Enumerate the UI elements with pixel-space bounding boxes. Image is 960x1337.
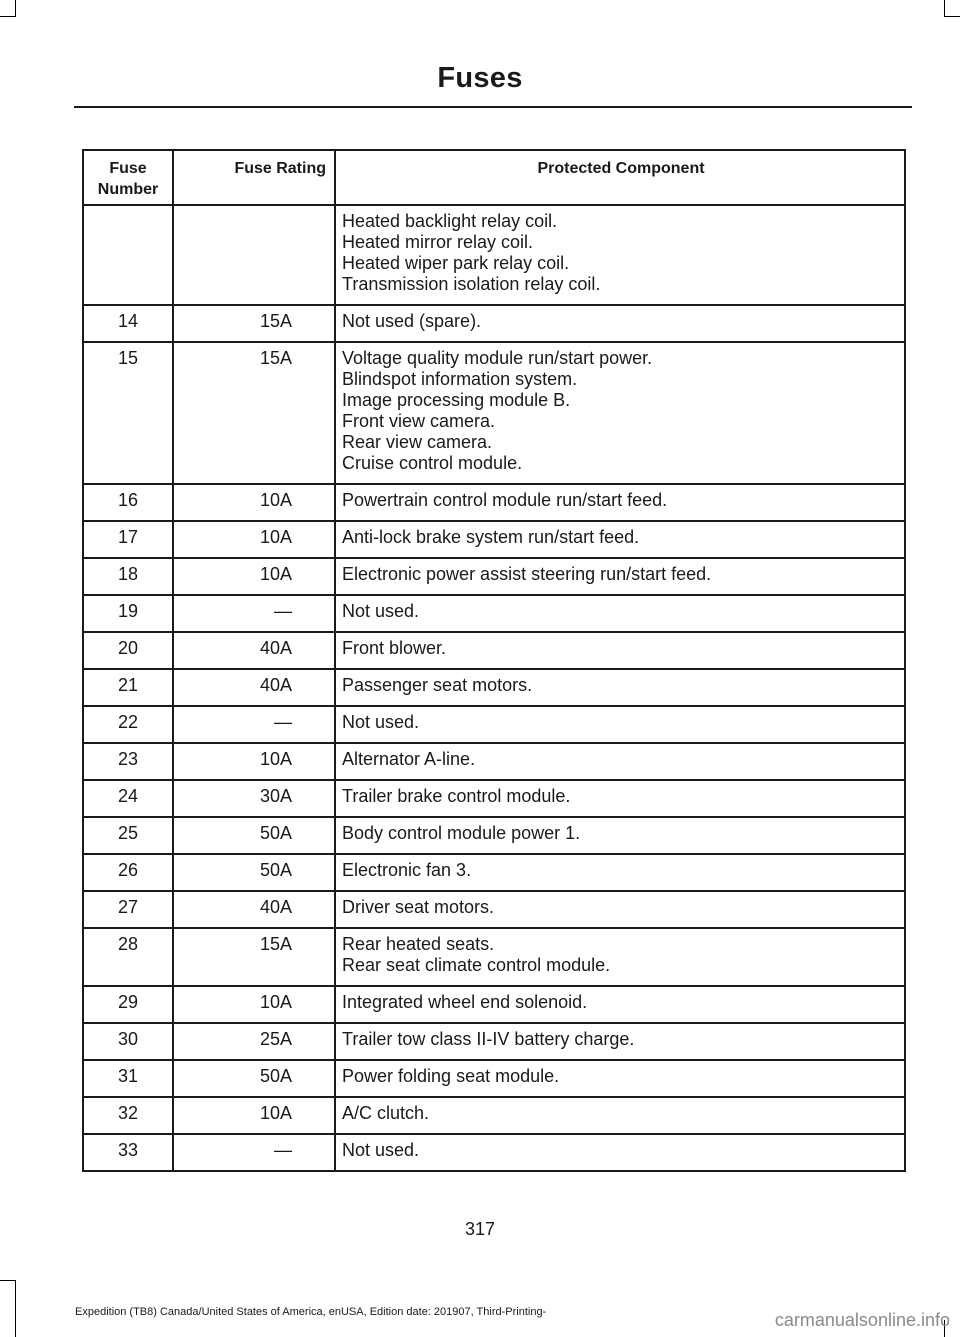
component-line: Anti-lock brake system run/start feed. [342,527,640,547]
component-line: Trailer brake control module. [342,786,571,806]
fuse-number-cell: 30 [83,1023,173,1060]
crop-mark-top-left-horizontal [0,16,16,17]
table-row [83,928,905,986]
table-row [83,780,905,817]
component-line: Front view camera. [342,411,496,431]
fuse-number-cell [83,205,173,305]
component-line: Heated backlight relay coil. [342,211,558,231]
table-header-row [83,150,905,205]
fuse-number-cell: 14 [83,305,173,342]
fuse-rating-cell: 30A [173,780,335,817]
fuse-rating-cell: 40A [173,632,335,669]
fuse-rating-cell [173,205,335,305]
fuse-number-cell: 26 [83,854,173,891]
fuse-rating-cell: — [173,706,335,743]
table-row [83,595,905,632]
fuse-rating-cell: 10A [173,484,335,521]
protected-component-cell [335,706,905,743]
table-row [83,1097,905,1134]
component-line: Integrated wheel end solenoid. [342,992,588,1012]
crop-mark-bottom-left-horizontal [0,1280,16,1281]
crop-mark-bottom-left-vertical [15,1280,16,1337]
fuse-number-cell: 20 [83,632,173,669]
protected-component-cell [335,928,905,986]
component-line: Electronic fan 3. [342,860,472,880]
component-line: Voltage quality module run/start power. [342,348,653,368]
component-line: Rear view camera. [342,432,493,452]
component-line: Front blower. [342,638,447,658]
fuse-number-cell: 21 [83,669,173,706]
fuse-rating-cell: — [173,1134,335,1171]
protected-component-cell [335,595,905,632]
component-line: Rear seat climate control module. [342,955,611,975]
fuse-rating-cell: 40A [173,669,335,706]
component-line: Passenger seat motors. [342,675,533,695]
protected-component-cell [335,1134,905,1171]
table-row [83,891,905,928]
fuse-number-cell: 22 [83,706,173,743]
fuse-rating-cell: 15A [173,928,335,986]
table-row [83,558,905,595]
table-row [83,854,905,891]
fuse-rating-cell: 15A [173,342,335,484]
fuse-rating-cell: 10A [173,743,335,780]
crop-mark-top-right-horizontal [944,16,960,17]
fuse-number-cell: 19 [83,595,173,632]
protected-component-cell [335,780,905,817]
fuse-rating-cell: 50A [173,1060,335,1097]
component-line: Heated mirror relay coil. [342,232,534,252]
table-row [83,521,905,558]
fuse-rating-cell: 10A [173,1097,335,1134]
fuse-rating-cell: 10A [173,521,335,558]
component-line: Cruise control module. [342,453,523,473]
fuse-rating-cell: — [173,595,335,632]
crop-mark-top-left-vertical [15,0,16,16]
table-row [83,743,905,780]
table-row [83,706,905,743]
fuse-rating-cell: 50A [173,854,335,891]
fuse-rating-cell: 10A [173,558,335,595]
component-line: Powertrain control module run/start feed. [342,490,668,510]
protected-component-cell [335,342,905,484]
protected-component-cell [335,484,905,521]
component-line: Trailer tow class II-IV battery charge. [342,1029,635,1049]
watermark: carmanualsonline.info [774,1310,950,1330]
fuse-number-cell: 28 [83,928,173,986]
fuse-rating-cell: 50A [173,817,335,854]
page-title: Fuses [437,62,523,94]
protected-component-cell [335,891,905,928]
protected-component-cell [335,817,905,854]
table-row [83,484,905,521]
fuse-number-cell: 32 [83,1097,173,1134]
protected-component-cell [335,521,905,558]
fuse-rating-cell: 15A [173,305,335,342]
fuse-rating-cell: 25A [173,1023,335,1060]
fuse-rating-cell: 10A [173,986,335,1023]
protected-component-cell [335,558,905,595]
protected-component-cell [335,669,905,706]
component-line: Not used (spare). [342,311,482,331]
table-row [83,817,905,854]
table-row [83,632,905,669]
fuse-table [82,149,906,1172]
component-line: Image processing module B. [342,390,571,410]
fuse-number-cell: 15 [83,342,173,484]
fuse-number-cell: 23 [83,743,173,780]
table-row [83,1134,905,1171]
fuse-number-cell: 29 [83,986,173,1023]
table-row [83,305,905,342]
component-line: Driver seat motors. [342,897,495,917]
table-row [83,669,905,706]
component-line: Alternator A-line. [342,749,476,769]
component-line: Not used. [342,1140,420,1160]
page-number: 317 [464,1219,496,1239]
protected-component-cell [335,986,905,1023]
header-fuse-number: Fuse Number [83,150,173,205]
protected-component-cell [335,854,905,891]
component-line: Not used. [342,712,420,732]
component-line: Blindspot information system. [342,369,578,389]
title-divider [74,106,912,108]
table-row [83,1060,905,1097]
header-protected-component: Protected Component [335,150,905,205]
component-line: Power folding seat module. [342,1066,560,1086]
footer-edition-info: Expedition (TB8) Canada/United States of America, enUSA, Edition date: 201907, Third-Printing- [75,1306,547,1318]
protected-component-cell [335,632,905,669]
component-line: Electronic power assist steering run/start feed. [342,564,712,584]
fuse-number-cell: 25 [83,817,173,854]
component-line: Body control module power 1. [342,823,581,843]
component-line: A/C clutch. [342,1103,430,1123]
fuse-number-cell: 27 [83,891,173,928]
component-line: Heated wiper park relay coil. [342,253,570,273]
crop-mark-top-right-vertical [944,0,945,16]
fuse-number-cell: 31 [83,1060,173,1097]
protected-component-cell [335,1097,905,1134]
fuse-number-cell: 24 [83,780,173,817]
protected-component-cell [335,1023,905,1060]
table-row [83,205,905,305]
fuse-number-cell: 17 [83,521,173,558]
fuse-number-cell: 18 [83,558,173,595]
protected-component-cell [335,1060,905,1097]
protected-component-cell [335,743,905,780]
component-line: Rear heated seats. [342,934,495,954]
protected-component-cell [335,305,905,342]
fuse-table-body [83,205,905,1171]
protected-component-cell [335,205,905,305]
table-row [83,986,905,1023]
fuse-number-cell: 16 [83,484,173,521]
header-fuse-rating: Fuse Rating [173,150,335,205]
table-row [83,1023,905,1060]
component-line: Not used. [342,601,420,621]
table-row [83,342,905,484]
component-line: Transmission isolation relay coil. [342,274,601,294]
fuse-rating-cell: 40A [173,891,335,928]
fuse-number-cell: 33 [83,1134,173,1171]
